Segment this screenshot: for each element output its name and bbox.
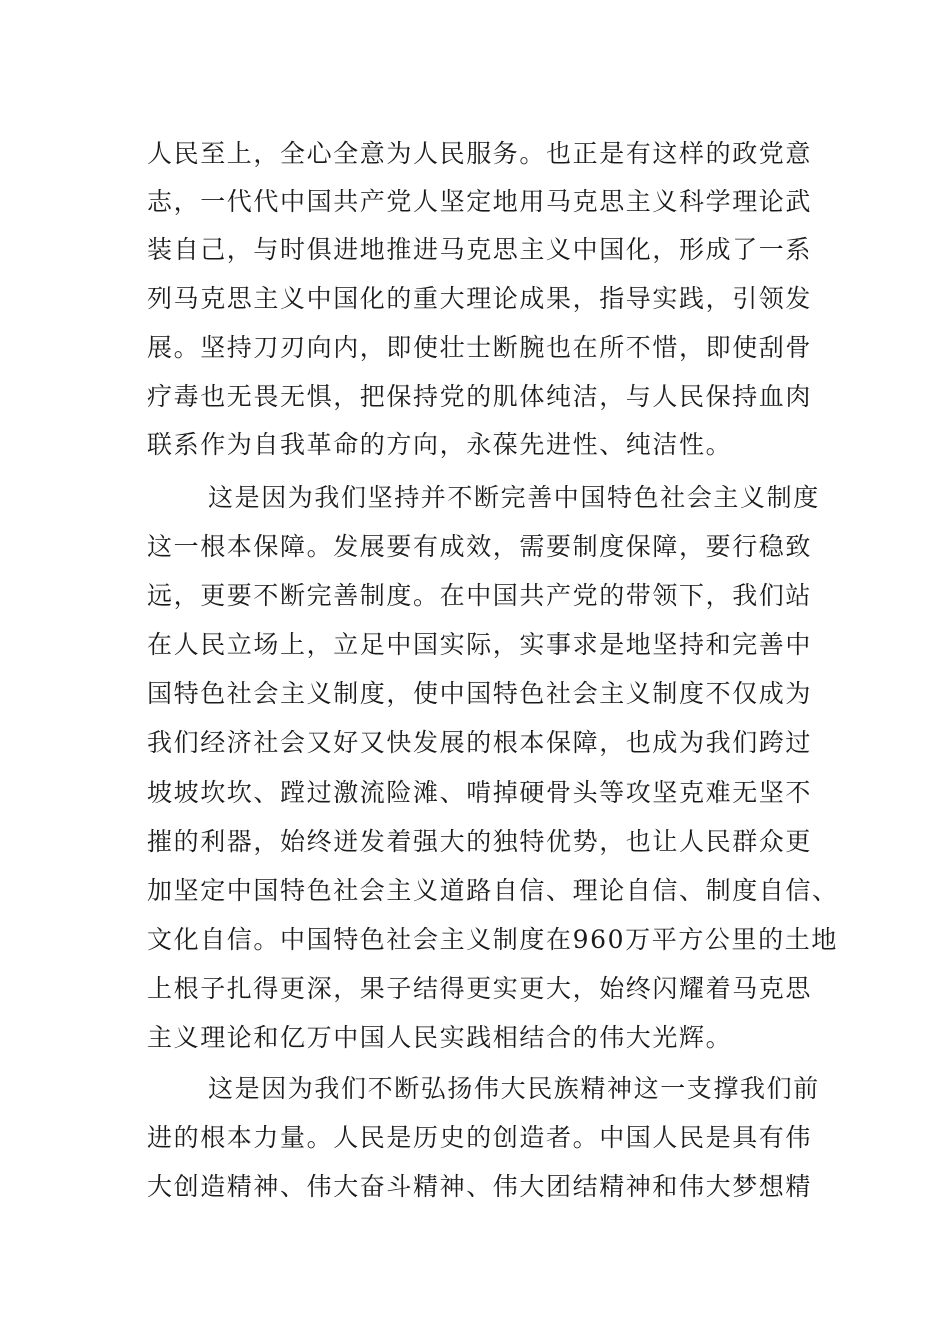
text-line: 文化自信。中国特色社会主义制度在960万平方公里的土地 bbox=[147, 925, 838, 954]
text-line: 展。坚持刀刃向内，即使壮士断腕也在所不惜，即使刮骨 bbox=[147, 333, 813, 362]
text-line: 列马克思主义中国化的重大理论成果，指导实践，引领发 bbox=[147, 284, 813, 313]
paragraph-start-line: 这是因为我们坚持并不断完善中国特色社会主义制度 bbox=[208, 483, 820, 512]
text-line: 大创造精神、伟大奋斗精神、伟大团结精神和伟大梦想精 bbox=[147, 1172, 813, 1201]
text-line: 主义理论和亿万中国人民实践相结合的伟大光辉。 bbox=[147, 1023, 733, 1052]
text-line: 联系作为自我革命的方向，永葆先进性、纯洁性。 bbox=[147, 430, 733, 459]
text-line: 国特色社会主义制度，使中国特色社会主义制度不仅成为 bbox=[147, 679, 813, 708]
text-line: 这一根本保障。发展要有成效，需要制度保障，要行稳致 bbox=[147, 532, 813, 561]
text-line: 志，一代代中国共产党人坚定地用马克思主义科学理论武 bbox=[147, 187, 813, 216]
text-line: 疗毒也无畏无惧，把保持党的肌体纯洁，与人民保持血肉 bbox=[147, 382, 813, 411]
text-line: 在人民立场上，立足中国实际，实事求是地坚持和完善中 bbox=[147, 630, 813, 659]
text-line: 上根子扎得更深，果子结得更实更大，始终闪耀着马克思 bbox=[147, 974, 813, 1003]
text-line: 人民至上，全心全意为人民服务。也正是有这样的政党意 bbox=[147, 139, 813, 168]
text-line: 装自己，与时俱进地推进马克思主义中国化，形成了一系 bbox=[147, 235, 813, 264]
text-line: 加坚定中国特色社会主义道路自信、理论自信、制度自信、 bbox=[147, 876, 839, 905]
text-line: 我们经济社会又好又快发展的根本保障，也成为我们跨过 bbox=[147, 728, 813, 757]
text-line: 进的根本力量。人民是历史的创造者。中国人民是具有伟 bbox=[147, 1123, 813, 1152]
paragraph-start-line: 这是因为我们不断弘扬伟大民族精神这一支撑我们前 bbox=[208, 1074, 820, 1103]
text-line: 坡坡坎坎、蹚过激流险滩、啃掉硬骨头等攻坚克难无坚不 bbox=[147, 778, 813, 807]
text-line: 远，更要不断完善制度。在中国共产党的带领下，我们站 bbox=[147, 581, 813, 610]
text-line: 摧的利器，始终迸发着强大的独特优势，也让人民群众更 bbox=[147, 827, 813, 856]
